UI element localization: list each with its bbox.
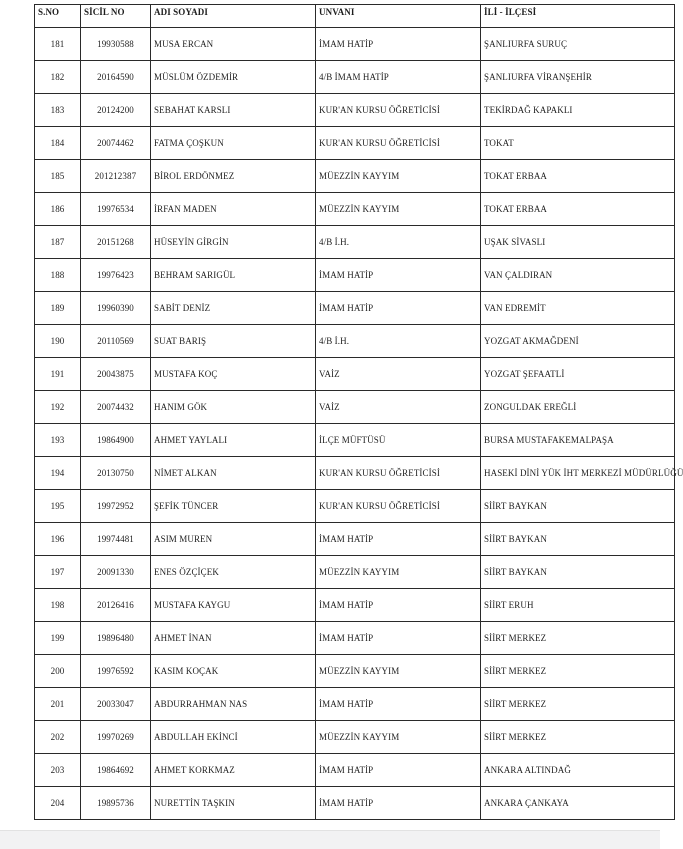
personnel-table [34, 4, 683, 820]
row-sno: 190 [35, 325, 81, 358]
row-sno: 203 [35, 754, 81, 787]
row-sno: 193 [35, 424, 81, 457]
row-name: ABDULLAH EKİNCİ [151, 721, 316, 754]
row-title: KUR'AN KURSU ÖĞRETİCİSİ [316, 127, 481, 160]
row-title: MÜEZZİN KAYYIM [316, 721, 481, 754]
row-sicil-no: 20151268 [81, 226, 151, 259]
row-sno: 200 [35, 655, 81, 688]
row-sno: 183 [35, 94, 81, 127]
row-sno: 198 [35, 589, 81, 622]
row-title: MÜEZZİN KAYYIM [316, 160, 481, 193]
table-row [35, 325, 675, 358]
row-province-district: ANKARA ÇANKAYA [481, 787, 675, 820]
header-name: ADI SOYADI [151, 5, 316, 28]
table-row [35, 160, 675, 193]
row-name: SABİT DENİZ [151, 292, 316, 325]
row-sicil-no: 19976592 [81, 655, 151, 688]
row-sno: 188 [35, 259, 81, 292]
row-province-district: TOKAT [481, 127, 675, 160]
row-sno: 181 [35, 28, 81, 61]
row-title: KUR'AN KURSU ÖĞRETİCİSİ [316, 94, 481, 127]
row-province-district: SİİRT BAYKAN [481, 556, 675, 589]
row-province-district: HASEKİ DİNİ YÜK İHT MERKEZİ MÜDÜRLÜĞÜ [481, 457, 675, 490]
table-row [35, 523, 675, 556]
row-name: ABDURRAHMAN NAS [151, 688, 316, 721]
row-title: İMAM HATİP [316, 622, 481, 655]
row-sicil-no: 19864900 [81, 424, 151, 457]
header-title: UNVANI [316, 5, 481, 28]
row-sno: 191 [35, 358, 81, 391]
row-sicil-no: 20124200 [81, 94, 151, 127]
row-title: MÜEZZİN KAYYIM [316, 655, 481, 688]
row-name: FATMA ÇOŞKUN [151, 127, 316, 160]
row-province-district: VAN EDREMİT [481, 292, 675, 325]
row-title: İMAM HATİP [316, 754, 481, 787]
row-name: İRFAN MADEN [151, 193, 316, 226]
table-row [35, 490, 675, 523]
bottom-bar [0, 830, 660, 849]
row-title: İMAM HATİP [316, 787, 481, 820]
row-name: ENES ÖZÇİÇEK [151, 556, 316, 589]
row-title: KUR'AN KURSU ÖĞRETİCİSİ [316, 457, 481, 490]
row-sicil-no: 20110569 [81, 325, 151, 358]
row-name: HÜSEYİN GİRGİN [151, 226, 316, 259]
table-row [35, 457, 675, 490]
row-sicil-no: 19974481 [81, 523, 151, 556]
row-title: İLÇE MÜFTÜSÜ [316, 424, 481, 457]
row-sno: 184 [35, 127, 81, 160]
table-row [35, 721, 675, 754]
row-province-district: ANKARA ALTINDAĞ [481, 754, 675, 787]
row-sicil-no: 19960390 [81, 292, 151, 325]
row-name: AHMET YAYLALI [151, 424, 316, 457]
row-sicil-no: 20130750 [81, 457, 151, 490]
row-sicil-no: 19864692 [81, 754, 151, 787]
row-name: ŞEFİK TÜNCER [151, 490, 316, 523]
row-name: SEBAHAT KARSLI [151, 94, 316, 127]
row-name: MUSTAFA KOÇ [151, 358, 316, 391]
header-sicil-no: SİCİL NO [81, 5, 151, 28]
row-name: NİMET ALKAN [151, 457, 316, 490]
row-sicil-no: 19895736 [81, 787, 151, 820]
row-province-district: YOZGAT AKMAĞDENİ [481, 325, 675, 358]
table-row [35, 292, 675, 325]
row-title: 4/B İ.H. [316, 226, 481, 259]
row-sicil-no: 20091330 [81, 556, 151, 589]
row-province-district: SİİRT MERKEZ [481, 688, 675, 721]
header-province-district: İLİ - İLÇESİ [481, 5, 675, 28]
row-name: BİROL ERDÖNMEZ [151, 160, 316, 193]
row-title: 4/B İMAM HATİP [316, 61, 481, 94]
table-row [35, 127, 675, 160]
row-province-district: TOKAT ERBAA [481, 160, 675, 193]
row-province-district: SİİRT MERKEZ [481, 721, 675, 754]
row-name: MUSTAFA KAYGU [151, 589, 316, 622]
table-row [35, 589, 675, 622]
row-province-district: SİİRT BAYKAN [481, 523, 675, 556]
row-name: MÜSLÜM ÖZDEMİR [151, 61, 316, 94]
table-row [35, 391, 675, 424]
table-row [35, 622, 675, 655]
row-title: İMAM HATİP [316, 28, 481, 61]
table-row [35, 358, 675, 391]
table-row [35, 28, 675, 61]
row-province-district: BURSA MUSTAFAKEMALPAŞA [481, 424, 675, 457]
table-row [35, 688, 675, 721]
row-title: İMAM HATİP [316, 259, 481, 292]
row-sno: 186 [35, 193, 81, 226]
row-sicil-no: 20043875 [81, 358, 151, 391]
table-row [35, 655, 675, 688]
table-body [35, 28, 683, 820]
header-sno: S.NO [35, 5, 81, 28]
row-name: AHMET KORKMAZ [151, 754, 316, 787]
row-sicil-no: 19972952 [81, 490, 151, 523]
row-sno: 204 [35, 787, 81, 820]
table-row [35, 787, 675, 820]
row-name: BEHRAM SARIGÜL [151, 259, 316, 292]
row-title: VAİZ [316, 358, 481, 391]
row-sicil-no: 19930588 [81, 28, 151, 61]
row-province-district: UŞAK SİVASLI [481, 226, 675, 259]
row-province-district: SİİRT ERUH [481, 589, 675, 622]
row-province-district: SİİRT MERKEZ [481, 622, 675, 655]
row-title: İMAM HATİP [316, 523, 481, 556]
row-province-district: SİİRT MERKEZ [481, 655, 675, 688]
row-title: İMAM HATİP [316, 589, 481, 622]
table-row [35, 424, 675, 457]
table-row [35, 226, 675, 259]
row-sicil-no: 20033047 [81, 688, 151, 721]
table-row [35, 259, 675, 292]
row-sicil-no: 20074462 [81, 127, 151, 160]
row-title: İMAM HATİP [316, 688, 481, 721]
row-province-district: SİİRT BAYKAN [481, 490, 675, 523]
row-sno: 202 [35, 721, 81, 754]
row-name: KASIM KOÇAK [151, 655, 316, 688]
row-name: MUSA ERCAN [151, 28, 316, 61]
table-header-row [35, 5, 675, 28]
table-row [35, 193, 675, 226]
row-sno: 195 [35, 490, 81, 523]
row-sno: 185 [35, 160, 81, 193]
row-sno: 199 [35, 622, 81, 655]
row-name: AHMET İNAN [151, 622, 316, 655]
row-province-district: YOZGAT ŞEFAATLİ [481, 358, 675, 391]
row-sicil-no: 20126416 [81, 589, 151, 622]
row-province-district: TOKAT ERBAA [481, 193, 675, 226]
row-sicil-no: 19896480 [81, 622, 151, 655]
row-sno: 194 [35, 457, 81, 490]
row-province-district: ZONGULDAK EREĞLİ [481, 391, 675, 424]
row-sno: 197 [35, 556, 81, 589]
table-row [35, 94, 675, 127]
row-sicil-no: 20164590 [81, 61, 151, 94]
table-row [35, 61, 675, 94]
row-sno: 201 [35, 688, 81, 721]
row-name: SUAT BARIŞ [151, 325, 316, 358]
row-province-district: VAN ÇALDIRAN [481, 259, 675, 292]
row-province-district: TEKİRDAĞ KAPAKLI [481, 94, 675, 127]
row-name: NURETTİN TAŞKIN [151, 787, 316, 820]
row-title: 4/B İ.H. [316, 325, 481, 358]
row-title: KUR'AN KURSU ÖĞRETİCİSİ [316, 490, 481, 523]
row-title: MÜEZZİN KAYYIM [316, 556, 481, 589]
row-sno: 192 [35, 391, 81, 424]
row-title: MÜEZZİN KAYYIM [316, 193, 481, 226]
row-sno: 187 [35, 226, 81, 259]
row-sno: 182 [35, 61, 81, 94]
row-title: VAİZ [316, 391, 481, 424]
table-row [35, 754, 675, 787]
row-name: HANIM GÖK [151, 391, 316, 424]
row-name: ASIM MUREN [151, 523, 316, 556]
row-sno: 196 [35, 523, 81, 556]
row-sicil-no: 19976423 [81, 259, 151, 292]
row-sicil-no: 19970269 [81, 721, 151, 754]
row-province-district: ŞANLIURFA SURUÇ [481, 28, 675, 61]
table-row [35, 556, 675, 589]
row-sicil-no: 20074432 [81, 391, 151, 424]
row-sno: 189 [35, 292, 81, 325]
row-sicil-no: 201212387 [81, 160, 151, 193]
row-province-district: ŞANLIURFA VİRANŞEHİR [481, 61, 675, 94]
row-title: İMAM HATİP [316, 292, 481, 325]
row-sicil-no: 19976534 [81, 193, 151, 226]
